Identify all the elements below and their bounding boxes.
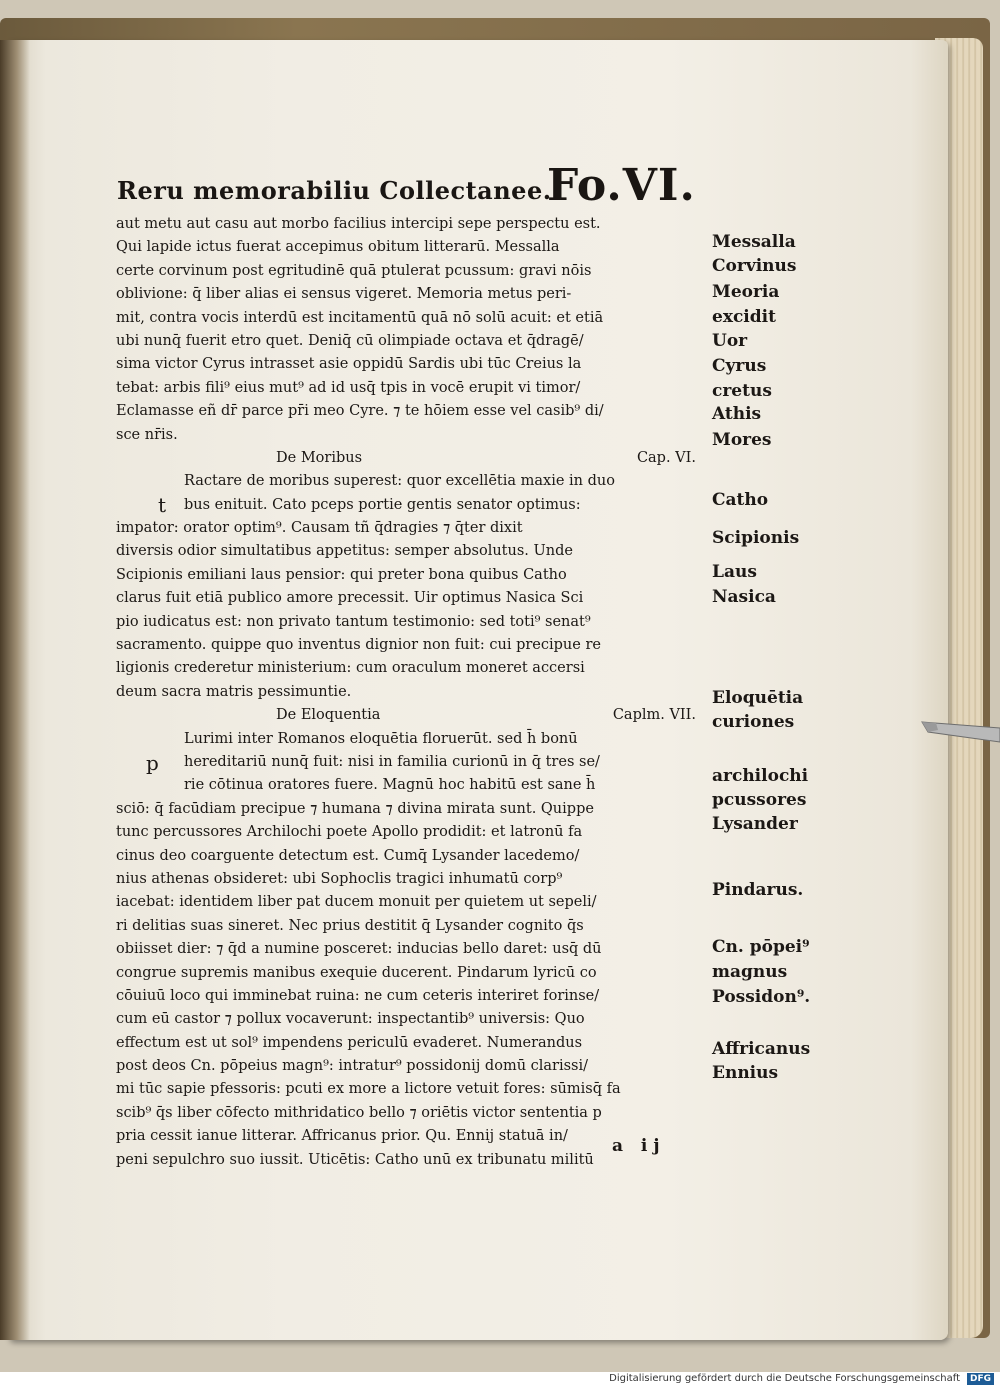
text-line: pio iudicatus est: non privato tantum testimonio: sed toti⁹ senat⁹ (116, 613, 591, 630)
margin-note: Cyrus (712, 356, 767, 376)
text-line: cōuiuū loco qui imminebat ruina: ne cum ceteris interiret forinse/ (116, 987, 600, 1004)
margin-note: Cn. pōpei⁹ (712, 937, 810, 957)
text-line: post deos Cn. pōpeius magn⁹: intratur⁹ possidonij domū clarissi/ (116, 1058, 589, 1075)
page-header (117, 160, 717, 218)
margin-note: Scipionis (712, 528, 800, 548)
margin-note: Nasica (712, 587, 776, 607)
funding-notice: Digitalisierung gefördert durch die Deutsche Forschungsgemeinschaft (609, 1373, 960, 1384)
text-line: sce nr̄is. (116, 426, 178, 443)
text-line: certe corvinum post egritudinē quā ptulerat pcussum: gravi nōis (116, 262, 592, 279)
section-title: De Eloquentia (276, 707, 381, 724)
text-line: deum sacra matris pessimuntie. (116, 683, 352, 700)
margin-note: Mores (712, 430, 772, 450)
margin-note: Messalla (712, 232, 796, 252)
text-line: oblivione: q̄ liber alias ei sensus vigeret. Memoria metus peri- (116, 286, 572, 303)
text-line: congrue supremis manibus exequie ducerent. Pindarum lyricū co (116, 964, 597, 981)
text-line: nius athenas obsideret: ubi Sophoclis tragici inhumatū corp⁹ (116, 870, 563, 887)
text-line: bus enituit. Cato pceps portie gentis senator optimus: (184, 496, 581, 513)
text-line: obiisset dier: ⁊ q̄d a numine posceret: inducias bello daret: usq̄ dū (116, 941, 602, 958)
text-line: sciō: q̄ facūdiam precipue ⁊ humana ⁊ divina mirata sunt. Quippe (116, 800, 594, 817)
margin-note: Possidon⁹. (712, 987, 811, 1007)
text-line: scib⁹ q̄s liber cōfecto mithridatico bello ⁊ oriētis victor sententia p (116, 1104, 602, 1121)
margin-note: pcussores (712, 790, 807, 810)
text-line: tebat: arbis fili⁹ eius mut⁹ ad id usq̄ tpis in vocē erupit vi timor/ (116, 379, 581, 396)
margin-note: excidit (712, 307, 776, 327)
binding-gutter (0, 40, 30, 1340)
section-heading-eloquentia (116, 704, 714, 727)
margin-note: cretus (712, 381, 772, 401)
pointer-stick-icon (918, 708, 1000, 744)
footer-bar (0, 1372, 1000, 1387)
text-line: mi tūc sapie pfessoris: pcuti ex more a lictore vetuit fores: sūmisq̄ fa (116, 1081, 621, 1098)
text-line: cinus deo coarguente detectum est. Cumq̄ Lysander lacedemo/ (116, 847, 580, 864)
section-heading-mores (116, 447, 714, 470)
initial-letter: p (146, 750, 159, 775)
text-line: Eclamasse eñ dr̄ parce pr̄i meo Cyre. ⁊ te hōiem esse vel casib⁹ di/ (116, 403, 604, 420)
text-line: Qui lapide ictus fuerat accepimus obitum litterarū. Messalla (116, 239, 560, 256)
text-line: sacramento. quippe quo inventus dignior non fuit: cui precipue re (116, 637, 601, 654)
margin-note: Athis (712, 404, 762, 424)
text-line: ubi nunq̄ fuerit etro quet. Deniq̄ cū olimpiade octava et q̄dragē/ (116, 332, 584, 349)
margin-note: Lysander (712, 814, 798, 834)
margin-note: Meoria (712, 282, 780, 302)
text-line: impator: orator optim⁹. Causam tñ q̄dragies ⁊ q̄ter dixit (116, 520, 523, 537)
text-line: pria cessit ianue litterar. Affricanus prior. Qu. Ennij statuā in/ (116, 1128, 568, 1145)
text-line: cum eū castor ⁊ pollux vocaverunt: inspectantib⁹ universis: Quo (116, 1011, 585, 1028)
opening-paragraph (116, 213, 714, 447)
text-line: Lurimi inter Romanos eloquētia floruerūt. sed h̄ bonū (184, 730, 578, 747)
margin-note: magnus (712, 962, 788, 982)
signature-mark: a ij (612, 1136, 666, 1156)
text-line: aut metu aut casu aut morbo facilius intercipi sepe perspectu est. (116, 216, 601, 232)
dfg-logo: DFG (967, 1373, 994, 1385)
section-body-eloquentia (116, 728, 714, 1172)
section-title: De Moribus (276, 449, 363, 466)
chapter-number: Caplm. VII. (612, 707, 696, 724)
section-body-mores (116, 470, 714, 704)
section-lines (116, 728, 714, 1172)
margin-note: Laus (712, 562, 757, 582)
text-line: diversis odior simultatibus appetitus: semper absolutus. Unde (116, 543, 573, 560)
text-line: clarus fuit etiā publico amore precessit. Uir optimus Nasica Sci (116, 590, 584, 607)
margin-note: Affricanus (712, 1039, 811, 1059)
text-line: mit, contra vocis interdū est incitamentū quā nō solū acuit: et etiā (116, 309, 604, 326)
section-lines (116, 470, 714, 704)
text-line: effectum est ut sol⁹ impendens periculū evaderet. Numerandus (116, 1034, 583, 1051)
initial-letter: t (158, 493, 167, 518)
text-line: ri delitias suas sineret. Nec prius destitit q̄ Lysander cognito q̄s (116, 917, 584, 934)
margin-note: Pindarus. (712, 880, 804, 900)
margin-note: Eloquētia (712, 688, 804, 708)
main-text (116, 213, 714, 1172)
text-line: ligionis crederetur ministerium: cum oraculum moneret accersi (116, 660, 585, 677)
margin-note: Ennius (712, 1063, 779, 1083)
running-title: Reru memorabiliu Collectanee. (117, 176, 552, 205)
text-line: iacebat: identidem liber pat ducem monuit per quietem ut sepeli/ (116, 894, 597, 911)
text-line: Scipionis emiliani laus pensior: qui preter bona quibus Catho (116, 566, 567, 583)
text-line: Ractare de moribus superest: quor excellētia maxie in duo (184, 473, 615, 490)
margin-note: Catho (712, 490, 769, 510)
text-line: tunc percussores Archilochi poete Apollo prodidit: et latronū fa (116, 824, 583, 841)
text-line: rie cōtinua oratores fuere. Magnū hoc habitū est sane h̄ (184, 777, 596, 794)
text-line: sima victor Cyrus intrasset asie oppidū Sardis ubi tūc Creius la (116, 356, 582, 373)
margin-note: curiones (712, 712, 795, 732)
margin-note: archilochi (712, 766, 809, 786)
chapter-number: Cap. VI. (636, 449, 696, 466)
folio-number: Fo.VI. (547, 160, 696, 211)
margin-note: Uor (712, 331, 748, 351)
text-line: peni sepulchro suo iussit. Uticētis: Catho unū ex tribunatu militū (116, 1151, 594, 1168)
text-line: hereditariū nunq̄ fuit: nisi in familia curionū in q̄ tres se/ (184, 753, 600, 770)
margin-note: Corvinus (712, 256, 797, 276)
